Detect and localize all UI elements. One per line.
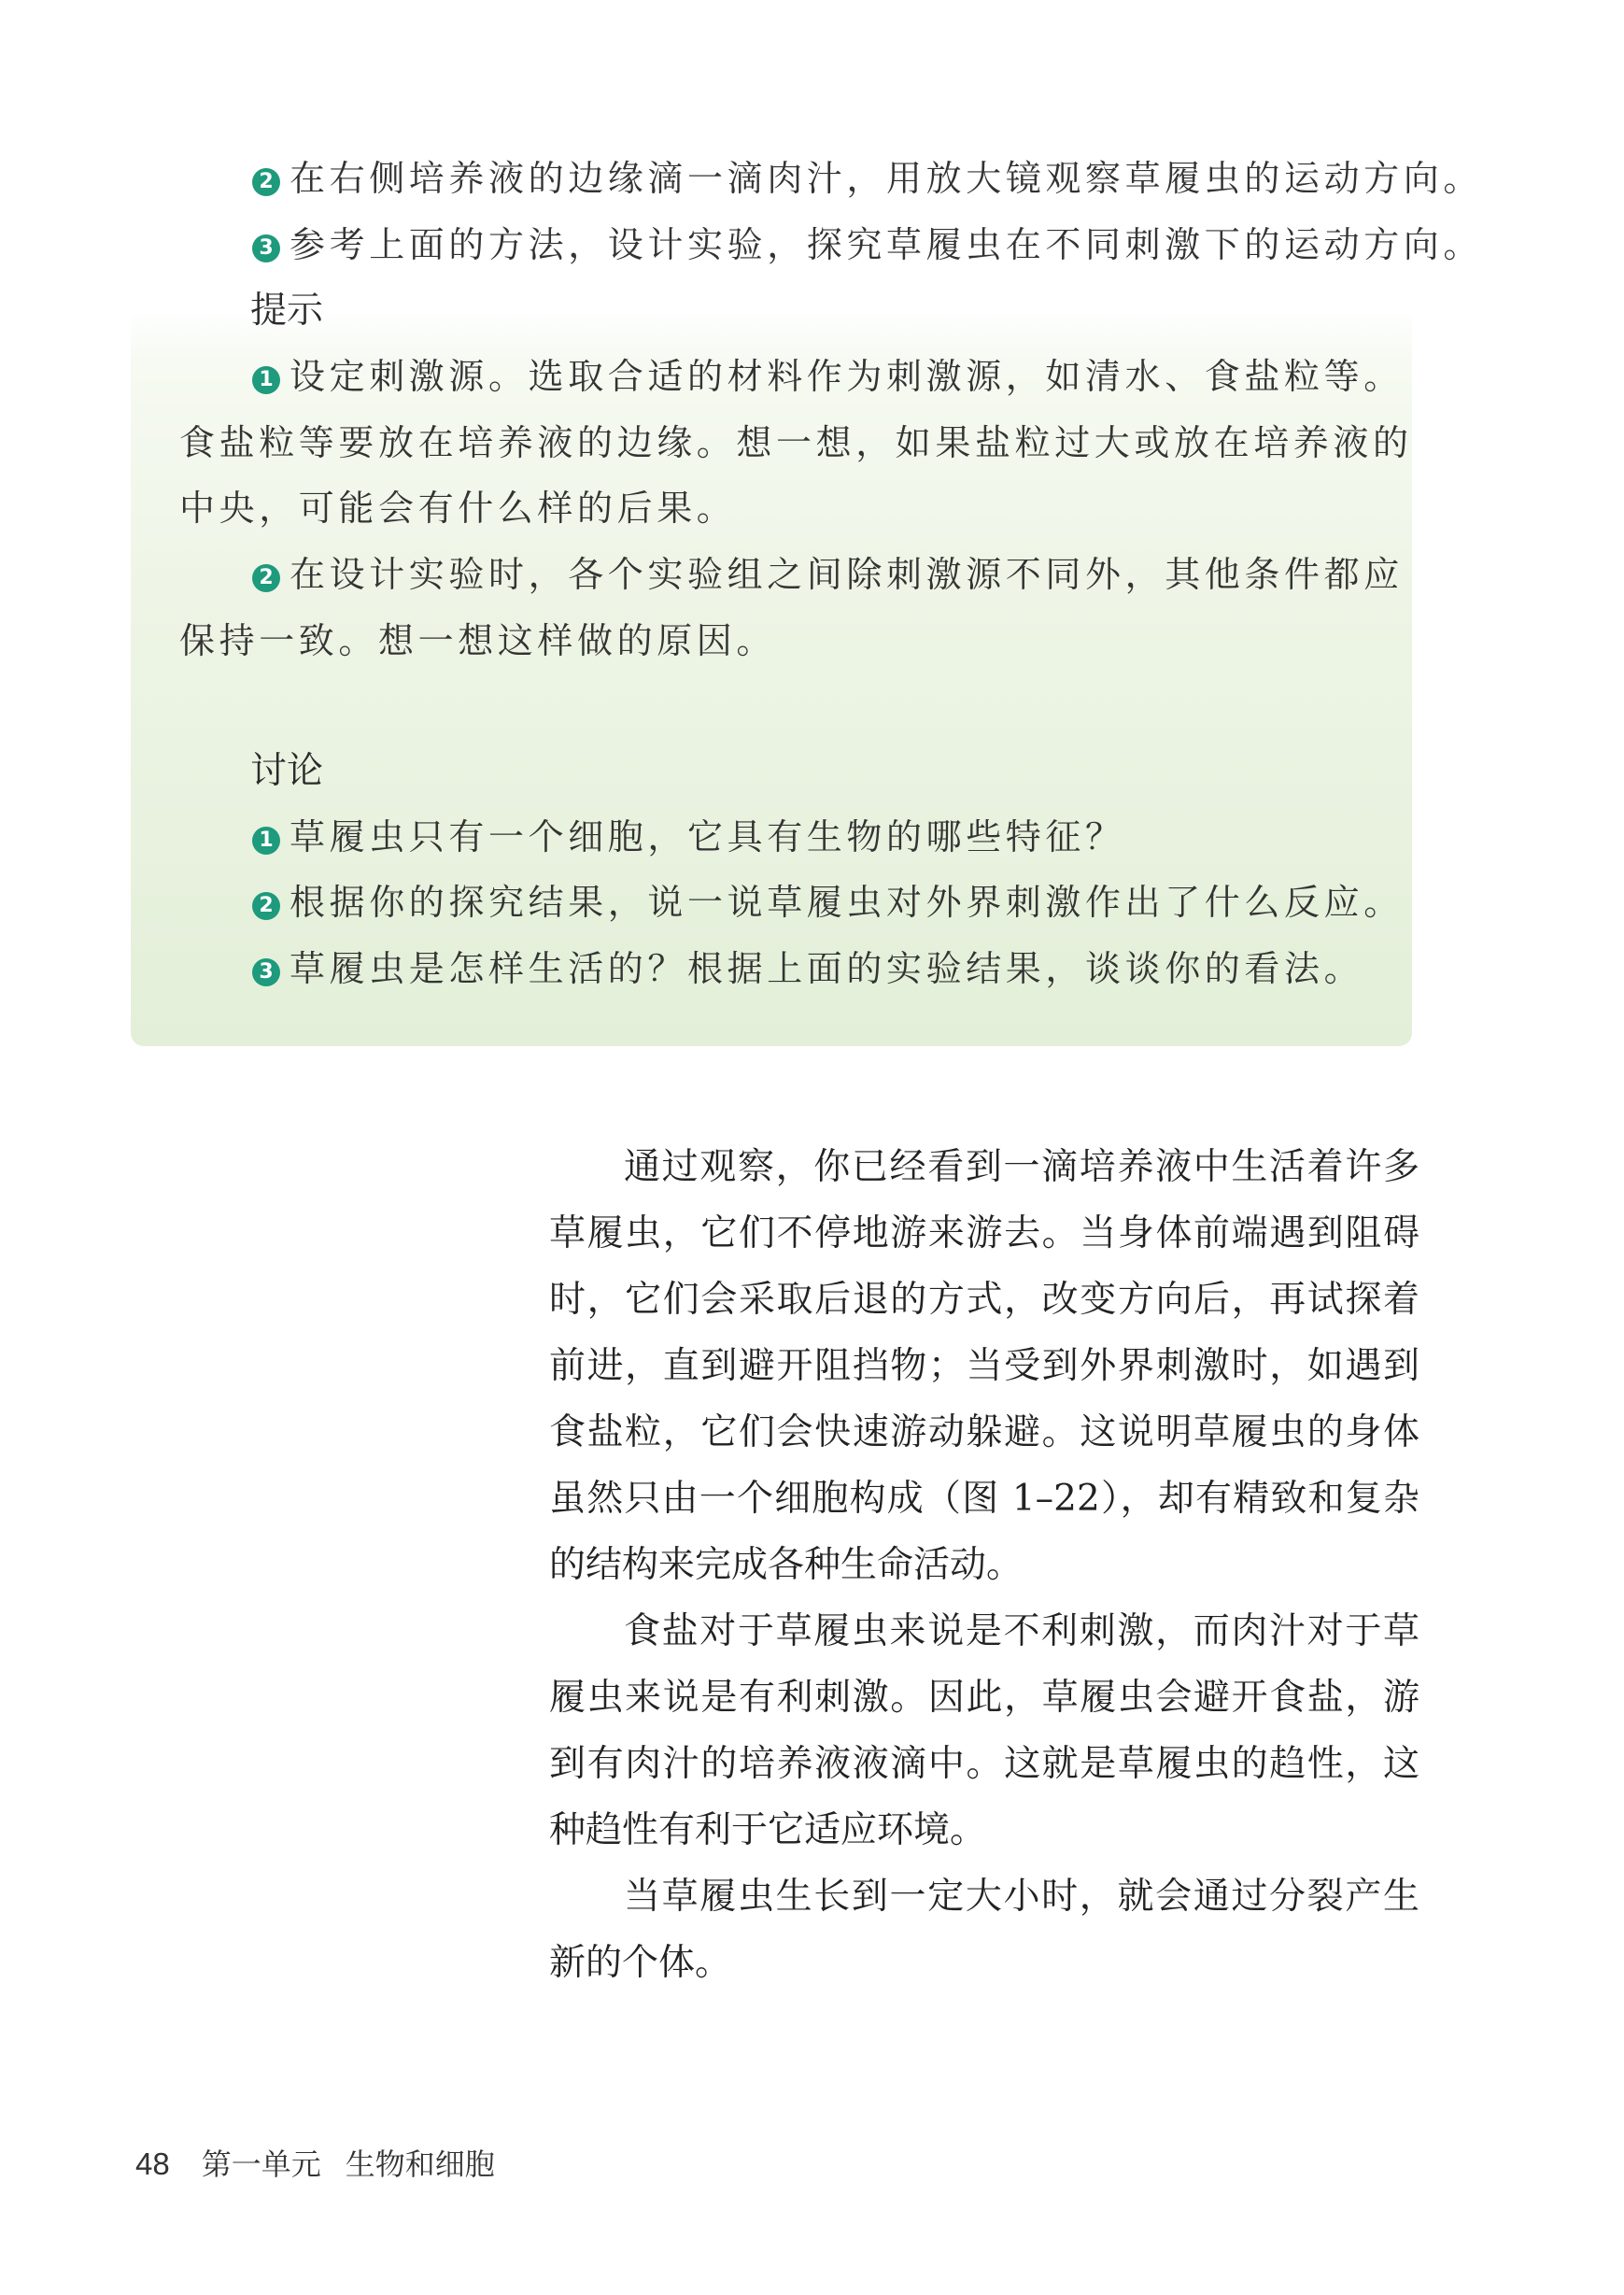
discussion-item [252, 882, 1404, 923]
body-paragraph [549, 1134, 1419, 1598]
hint-heading: 提示 [250, 290, 324, 332]
step-number-badge: 2 [252, 168, 280, 196]
step-text: 参考上面的方法，设计实验，探究草履虫在不同刺激下的运动方向。 [289, 224, 1484, 265]
text-line: 通过观察，你已经看到一滴培养液中生活着许多 [624, 1146, 1419, 1188]
activity-box-background [131, 308, 1412, 1046]
body-paragraph [549, 1863, 1419, 1996]
discussion-text: 草履虫只有一个细胞，它具有生物的哪些特征？ [289, 816, 1125, 857]
hint-number-badge: 1 [252, 366, 280, 394]
text-line: 虽然只由一个细胞构成（图 1–22），却有精致和复杂 [549, 1478, 1419, 1520]
text-line: 食盐粒，它们会快速游动躲避。这说明草履虫的身体 [549, 1411, 1419, 1453]
hint-text-line: 保持一致。想一想这样做的原因。 [179, 620, 777, 661]
text-line: 草履虫，它们不停地游来游去。当身体前端遇到阻碍 [549, 1212, 1419, 1254]
step-item [252, 224, 1484, 265]
hint-item-line [252, 554, 1404, 595]
text-line: 履虫来说是有利刺激。因此，草履虫会避开食盐，游 [549, 1677, 1419, 1719]
text-line: 的结构来完成各种生命活动。 [549, 1544, 1024, 1586]
text-line: 新的个体。 [549, 1942, 732, 1984]
text-line: 食盐对于草履虫来说是不利刺激，而肉汁对于草 [624, 1610, 1419, 1652]
discussion-number-badge: 1 [252, 827, 280, 855]
step-item [252, 158, 1484, 199]
text-line: 当草履虫生长到一定大小时，就会通过分裂产生 [624, 1876, 1419, 1918]
text-line: 前进，直到避开阻挡物；当受到外界刺激时，如遇到 [549, 1345, 1419, 1387]
hint-text-line: 食盐粒等要放在培养液的边缘。想一想，如果盐粒过大或放在培养液的 [179, 422, 1413, 463]
hint-text-line: 中央，可能会有什么样的后果。 [179, 488, 737, 529]
text-line: 到有肉汁的培养液液滴中。这就是草履虫的趋性，这 [549, 1743, 1419, 1785]
page-footer [135, 2146, 495, 2182]
unit-label: 第一单元 [201, 2146, 321, 2182]
discussion-number-badge: 2 [252, 892, 280, 920]
hint-text: 在设计实验时，各个实验组之间除刺激源不同外，其他条件都应 [289, 554, 1404, 595]
hint-number-badge: 2 [252, 564, 280, 592]
hint-text: 设定刺激源。选取合适的材料作为刺激源，如清水、食盐粒等。 [289, 356, 1404, 397]
discussion-heading: 讨论 [250, 750, 324, 792]
discussion-item [252, 948, 1364, 989]
unit-title: 生物和细胞 [345, 2146, 495, 2182]
discussion-text: 草履虫是怎样生活的？根据上面的实验结果，谈谈你的看法。 [289, 948, 1364, 989]
step-number-badge: 3 [252, 234, 280, 262]
step-text: 在右侧培养液的边缘滴一滴肉汁，用放大镜观察草履虫的运动方向。 [289, 158, 1484, 199]
body-paragraph [549, 1598, 1419, 1863]
text-line: 时，它们会采取后退的方式，改变方向后，再试探着 [549, 1279, 1419, 1321]
hint-item-line [252, 356, 1404, 397]
discussion-text: 根据你的探究结果，说一说草履虫对外界刺激作出了什么反应。 [289, 882, 1404, 923]
text-line: 种趋性有利于它适应环境。 [549, 1809, 987, 1851]
discussion-number-badge: 3 [252, 958, 280, 986]
page-number: 48 [135, 2146, 170, 2181]
discussion-item [252, 816, 1125, 857]
